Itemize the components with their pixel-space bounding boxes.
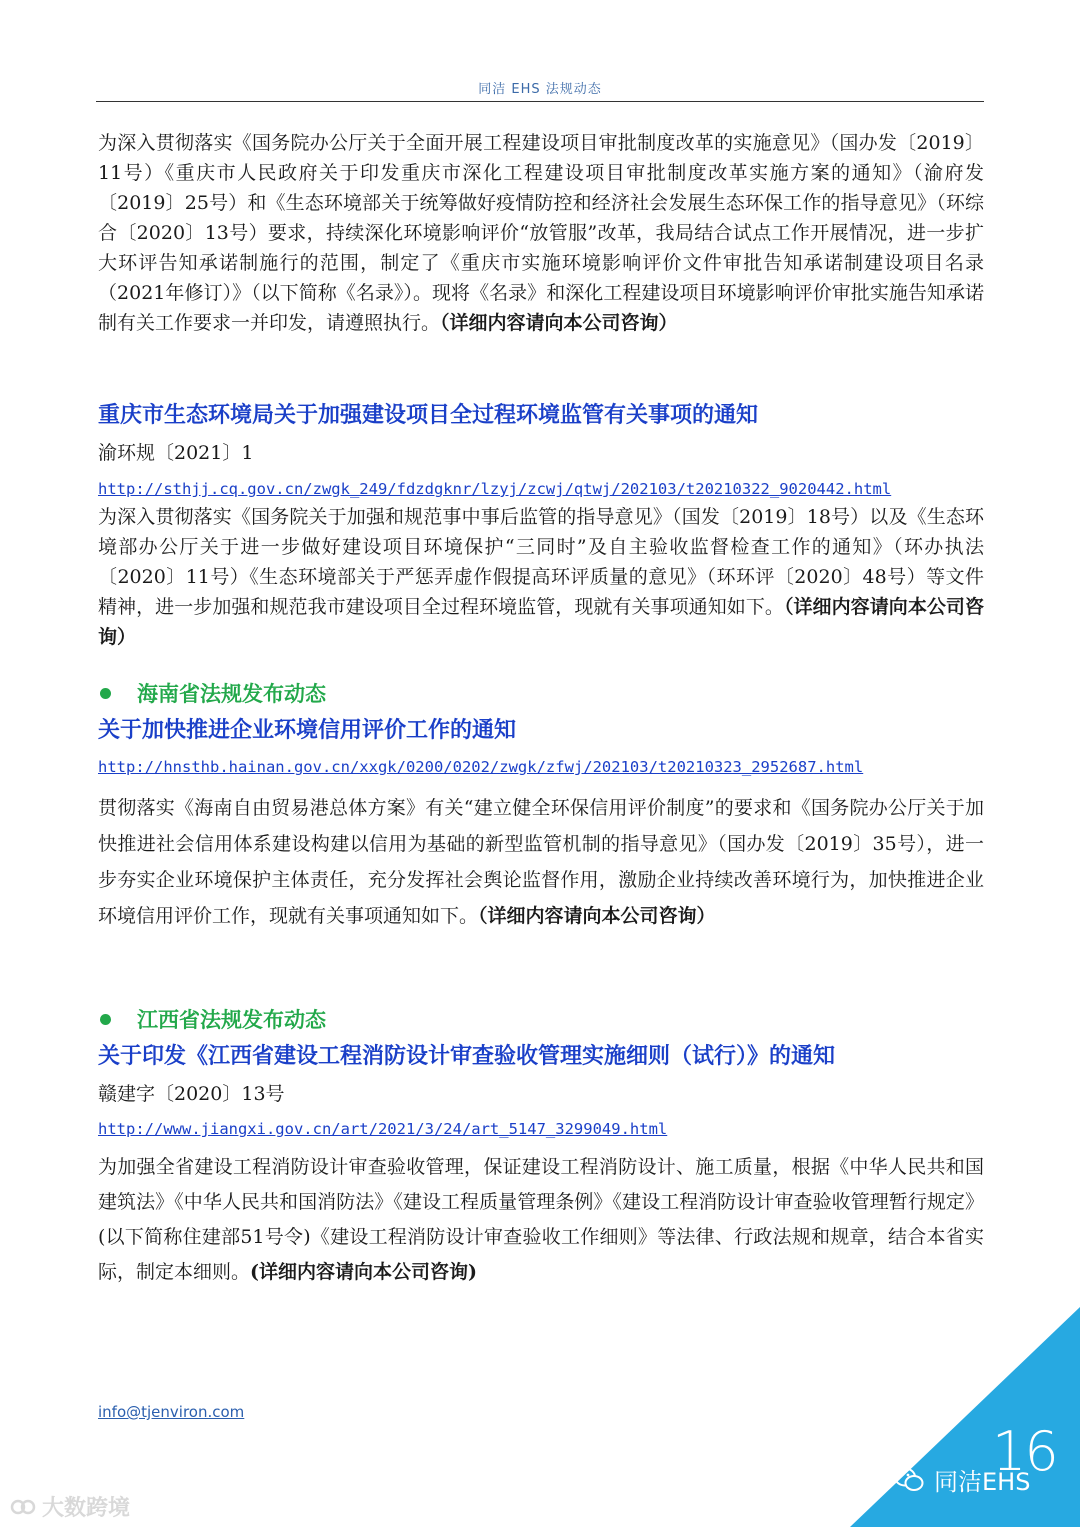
- article-text-hainan: 贯彻落实《海南自由贸易港总体方案》有关“建立健全环保信用评价制度”的要求和《国务院办公厅关于加快推进社会信用体系建设构建以信用为基础的新型监管机制的指导意见》（国办发〔2019〕35号），进一步夯实企业环境保护主体责任，充分发挥社会舆论监督作用，激励企业持续改善环境行为，加快推进企业环境信用评价工作，现就有关事项通知如下。: [98, 797, 984, 927]
- doc-number-jiangxi: 赣建字〔2020〕13号: [98, 1083, 285, 1105]
- article-title-chongqing: 重庆市生态环境局关于加强建设项目全过程环境监管有关事项的通知: [98, 403, 759, 428]
- consult-note-jiangxi: (详细内容请向本公司咨询): [250, 1261, 477, 1283]
- green-bullet-icon: [100, 688, 111, 699]
- green-bullet-icon: [100, 1014, 111, 1025]
- section-heading-jiangxi: [98, 1004, 326, 1034]
- page-number: 16: [992, 1420, 1057, 1483]
- intro-consult-note: （详细内容请向本公司咨询）: [440, 312, 678, 334]
- section-label-jiangxi: 江西省法规发布动态: [137, 1008, 326, 1032]
- intro-paragraph: [98, 128, 984, 338]
- consult-note-chongqing: （详细内容请向本公司咨询）: [98, 596, 984, 648]
- footer-email-link[interactable]: info@tjenviron.com: [98, 1403, 245, 1421]
- page-header-title: 同洁 EHS 法规动态: [478, 82, 602, 97]
- watermark-logo-icon: [10, 1497, 36, 1517]
- watermark-text: 大数跨境: [42, 1496, 131, 1521]
- header-rule: [96, 101, 984, 102]
- article-paragraph-chongqing: [98, 502, 984, 652]
- article-title-jiangxi: 关于印发《江西省建设工程消防设计审查验收管理实施细则（试行）》的通知: [98, 1044, 836, 1069]
- intro-text: 为深入贯彻落实《国务院办公厅关于全面开展工程建设项目审批制度改革的实施意见》（国办发〔2019〕11号）《重庆市人民政府关于印发重庆市深化工程建设项目审批制度改革实施方案的通知》（渝府发〔2019〕25号）和《生态环境部关于统筹做好疫情防控和经济社会发展生态环保工作的指导意见》（环综合〔2020〕13号）要求，持续深化环境影响评价“放管服”改革，我局结合试点工作开展情况，进一步扩大环评告知承诺制施行的范围，制定了《重庆市实施环境影响评价文件审批告知承诺制建设项目名录（2021年修订）》（以下简称《名录》）。现将《名录》和深化工程建设项目环境影响评价审批实施告知承诺制有关工作要求一并印发，请遵照执行。: [98, 132, 984, 334]
- doc-number-chongqing: 渝环规〔2021〕1: [98, 442, 254, 464]
- wechat-account-name: 同洁EHS: [934, 1468, 1031, 1496]
- wechat-icon: [894, 1467, 924, 1493]
- article-text-jiangxi: 为加强全省建设工程消防设计审查验收管理，保证建设工程消防设计、施工质量，根据《中华人民共和国建筑法》《中华人民共和国消防法》《建设工程质量管理条例》《建设工程消防设计审查验收管理暂行规定》(以下简称住建部51号令)《建设工程消防设计审查验收工作细则》等法律、行政法规和规章，结合本省实际，制定本细则。: [98, 1156, 984, 1283]
- source-link-chongqing[interactable]: http://sthjj.cq.gov.cn/zwgk_249/fdzdgknr/lzyj/zcwj/qtwj/202103/t20210322_9020442.html: [98, 480, 892, 498]
- source-link-jiangxi[interactable]: http://www.jiangxi.gov.cn/art/2021/3/24/art_5147_3299049.html: [98, 1120, 668, 1138]
- article-title-hainan: 关于加快推进企业环境信用评价工作的通知: [98, 718, 517, 743]
- section-heading-hainan: [98, 678, 326, 708]
- article-text-chongqing: 为深入贯彻落实《国务院关于加强和规范事中事后监管的指导意见》（国发〔2019〕18号）以及《生态环境部办公厅关于进一步做好建设项目环境保护“三同时”及自主验收监督检查工作的通知》（环办执法〔2020〕11号）《生态环境部关于严惩弄虚作假提高环评质量的意见》（环环评〔2020〕48号）等文件精神，进一步加强和规范我市建设项目全过程环境监管，现就有关事项通知如下。: [98, 506, 984, 618]
- section-label-hainan: 海南省法规发布动态: [137, 682, 326, 706]
- consult-note-hainan: （详细内容请向本公司咨询）: [478, 905, 716, 927]
- article-paragraph-hainan: [98, 790, 984, 934]
- source-link-hainan[interactable]: http://hnsthb.hainan.gov.cn/xxgk/0200/0202/zwgk/zfwj/202103/t20210323_2952687.html: [98, 758, 864, 776]
- watermark: [10, 1491, 130, 1522]
- article-paragraph-jiangxi: [98, 1150, 984, 1290]
- wechat-account-tag: [894, 1462, 1030, 1497]
